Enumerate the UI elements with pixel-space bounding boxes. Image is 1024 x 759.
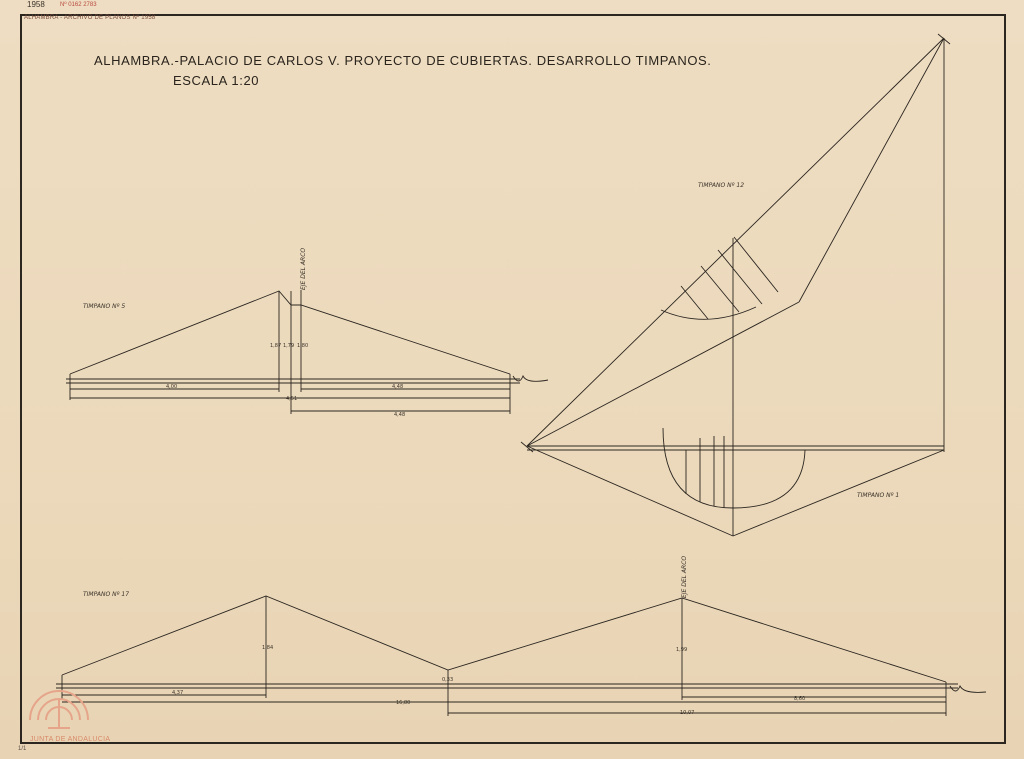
timpano-17-height-2: 0,33	[442, 677, 454, 683]
timpano-17-dim-2: 8,60	[794, 696, 806, 702]
sheet-number: 1958	[27, 0, 45, 9]
timpano-5-label: TIMPANO Nº 5	[83, 303, 126, 310]
timpano-12-label: TIMPANO Nº 12	[698, 182, 745, 189]
timpano-1-right-edge	[733, 450, 944, 536]
archive-stamp: ALHAMBRA - ARCHIVO DE PLANOS Nº 1958	[24, 15, 156, 21]
timpano-5-height-2: 1,79	[283, 343, 295, 349]
timpano-12-edge	[799, 38, 944, 302]
timpano-1-arc	[663, 428, 805, 508]
timpano-17-dim-1: 4,37	[172, 690, 184, 696]
timpano-12-arc	[661, 307, 756, 319]
timpano-5-axis-label: EJE DEL ARCO	[300, 247, 307, 290]
timpano-17-height-1: 1,84	[262, 645, 274, 651]
timpano-5-dim-4: 4,48	[394, 412, 406, 418]
seal-text: JUNTA DE ANDALUCIA	[30, 736, 111, 743]
timpano-12-base-edge	[527, 302, 799, 446]
timpano-1-label: TIMPANO Nº 1	[857, 492, 900, 499]
timpano-12-1-drawing	[521, 34, 950, 536]
timpano-5-dim-2: 4,48	[392, 384, 404, 390]
timpano-12-hatch	[734, 237, 778, 292]
timpano-5-outline	[70, 291, 510, 374]
timpano-5-dim-3: 4,51	[286, 396, 298, 402]
timpano-5-height-3: 1,80	[297, 343, 309, 349]
timpano-12-hatch	[681, 286, 708, 319]
timpano-5-height-1: 1,87	[270, 343, 282, 349]
timpano-17-label: TIMPANO Nº 17	[83, 591, 130, 598]
corner-mark: 1/1	[18, 746, 27, 752]
timpano-17-outline	[62, 596, 946, 682]
timpano-1-left-edge	[527, 446, 733, 536]
red-stamp: Nº 0162 2783	[60, 2, 97, 8]
drawing-scale: ESCALA 1:20	[173, 73, 260, 88]
timpano-12-long-edge	[527, 38, 944, 446]
timpano-17-axis-label: EJE DEL ARCO	[681, 555, 688, 598]
timpano-17-break	[950, 686, 986, 692]
timpano-5-dim-1: 4,00	[166, 384, 178, 390]
timpano-17-height-3: 1,99	[676, 647, 688, 653]
timpano-17-drawing	[56, 596, 986, 716]
timpano-12-hatch	[718, 250, 762, 304]
timpano-17-dim-4: 10,07	[680, 710, 695, 716]
drawing-title: ALHAMBRA.-PALACIO DE CARLOS V. PROYECTO DE CUBIERTAS. DESARROLLO TIMPANOS.	[94, 53, 712, 68]
timpano-5-drawing	[66, 290, 548, 414]
timpano-17-dim-3: 16,80	[396, 700, 411, 706]
